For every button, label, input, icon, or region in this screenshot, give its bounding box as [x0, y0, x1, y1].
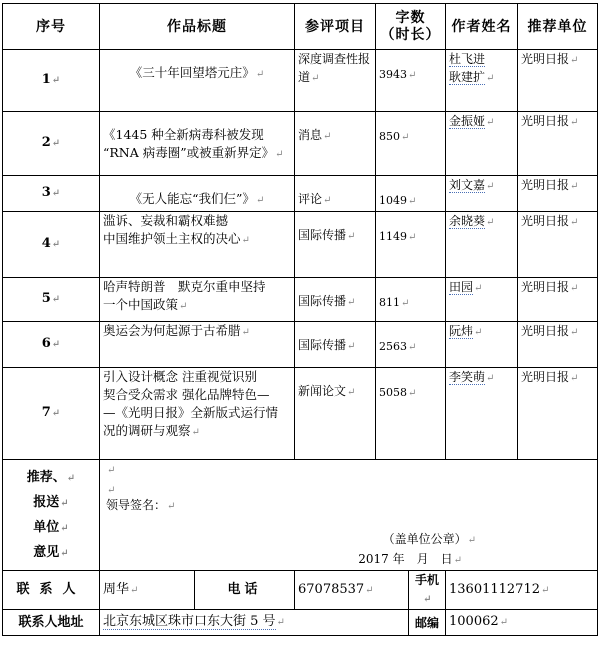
paragraph-mark: ↵: [570, 327, 579, 338]
recommend-label-line: 单位↵: [33, 520, 69, 535]
row-count: [376, 368, 446, 460]
header-category: 参评项目: [295, 4, 376, 50]
row-category: [295, 50, 376, 112]
paragraph-mark: ↵: [276, 617, 285, 628]
table-body: [3, 4, 598, 636]
row-category-text: 评论↵: [298, 192, 332, 206]
header-words-line2: （时长）: [380, 26, 441, 43]
address: [100, 610, 409, 636]
table-row: [3, 176, 598, 212]
row-title: [100, 278, 295, 322]
postcode-label: 邮编: [409, 610, 446, 636]
address-label: 联系人地址: [3, 610, 100, 636]
row-count: [376, 278, 446, 322]
mobile-label: 手机↵: [409, 571, 446, 610]
row-unit-text: 光明日报↵: [521, 324, 579, 338]
row-author-line: [449, 278, 514, 298]
row-author-name: 阮炜: [449, 324, 474, 338]
row-seq-text: 4: [41, 236, 51, 251]
paragraph-mark: ↵: [570, 217, 579, 228]
row-category-text: 深度调查性报道↵: [298, 52, 371, 84]
row-unit: [518, 368, 598, 460]
row-unit: [518, 212, 598, 278]
recommend-label-line: 推荐、↵: [26, 470, 76, 485]
recommend-blank-line: [106, 480, 594, 496]
paragraph-mark: ↵: [66, 473, 76, 484]
postcode: 100062↵: [446, 610, 598, 636]
paragraph-mark: ↵: [60, 498, 69, 509]
row-title: [100, 112, 295, 176]
row-count-text: 1149↵: [379, 230, 417, 243]
row-category-text: 国际传播↵: [298, 294, 356, 308]
paragraph-mark: ↵: [51, 294, 61, 305]
row-unit-text: 光明日报↵: [521, 114, 579, 128]
table-row: [3, 322, 598, 368]
paragraph-mark: ↵: [474, 327, 483, 338]
row-category: [295, 212, 376, 278]
paragraph-mark: ↵: [347, 387, 356, 398]
paragraph-mark: ↵: [486, 117, 495, 128]
row-title-line: 《无人能忘“我们仨”》↵: [129, 191, 265, 206]
header-seq: 序号: [3, 4, 100, 50]
row-author-name: 耿建扩: [449, 70, 486, 84]
row-author-line: [449, 176, 514, 196]
paragraph-mark: ↵: [423, 594, 432, 605]
paragraph-mark: ↵: [51, 239, 61, 250]
row-title-line: 哈声特朗普 默克尔重申坚持: [103, 279, 266, 294]
row-title-line: 《三十年回望塔元庄》↵: [129, 65, 265, 80]
row-seq: [3, 212, 100, 278]
row-author-name: 金振娅: [449, 114, 486, 128]
row-count: [376, 112, 446, 176]
paragraph-mark: ↵: [51, 408, 61, 419]
row-count-text: 850↵: [379, 130, 410, 143]
row-title-line: —《光明日报》全新版式运行情: [103, 405, 279, 420]
recommend-row: [3, 460, 598, 571]
paragraph-mark: ↵: [51, 339, 61, 350]
paragraph-mark: ↵: [486, 373, 495, 384]
paragraph-mark: ↵: [107, 485, 116, 496]
header-row: [3, 4, 598, 50]
row-category-text: 国际传播↵: [298, 338, 356, 352]
paragraph-mark: ↵: [255, 69, 265, 80]
paragraph-mark: ↵: [570, 181, 579, 192]
row-title: [100, 212, 295, 278]
row-author-line: [449, 368, 514, 388]
table-row: [3, 112, 598, 176]
row-author-line: [449, 112, 514, 132]
paragraph-mark: ↵: [570, 373, 579, 384]
row-category-text: 消息↵: [298, 128, 332, 142]
row-author: [446, 212, 518, 278]
row-author-name: 李笑萌: [449, 370, 486, 384]
row-count-text: 811↵: [379, 296, 410, 309]
recommend-blank-line: [106, 516, 594, 530]
paragraph-mark: ↵: [51, 188, 61, 199]
row-title-line: 《1445 种全新病毒科被发现: [103, 127, 264, 142]
paragraph-mark: ↵: [401, 132, 410, 143]
row-title-line: 引入设计概念 注重视觉识别: [103, 369, 257, 384]
row-count-text: 5058↵: [379, 386, 417, 399]
paragraph-mark: ↵: [570, 283, 579, 294]
row-title-line: 中国维护领土主权的决心↵: [103, 231, 250, 246]
row-count: [376, 322, 446, 368]
row-unit-text: 光明日报↵: [521, 280, 579, 294]
paragraph-mark: ↵: [323, 195, 332, 206]
recommend-content: [100, 460, 598, 571]
row-seq: [3, 278, 100, 322]
row-count: [376, 176, 446, 212]
table-row: [3, 368, 598, 460]
contact-person: 周华↵: [100, 571, 195, 610]
row-unit-text: 光明日报↵: [521, 178, 579, 192]
paragraph-mark: ↵: [499, 617, 509, 628]
row-count-text: 3943↵: [379, 68, 417, 81]
row-author: [446, 278, 518, 322]
paragraph-mark: ↵: [347, 231, 356, 242]
row-count: [376, 212, 446, 278]
row-category-text: 新闻论文↵: [298, 384, 356, 398]
paragraph-mark: ↵: [255, 195, 265, 206]
row-unit-text: 光明日报↵: [521, 52, 579, 66]
row-unit-text: 光明日报↵: [521, 214, 579, 228]
row-count-text: 2563↵: [379, 340, 417, 353]
row-author-line: [449, 322, 514, 342]
row-count-text: 1049↵: [379, 194, 417, 207]
paragraph-mark: ↵: [467, 535, 476, 546]
row-count: [376, 50, 446, 112]
row-author-name: 杜飞进: [449, 52, 486, 66]
paragraph-mark: ↵: [167, 501, 176, 512]
recommend-label: [3, 460, 100, 571]
header-author: 作者姓名: [446, 4, 518, 50]
row-category: [295, 176, 376, 212]
row-unit: [518, 278, 598, 322]
sign-date: 2017 年 月 日↵: [358, 552, 462, 566]
mobile: 13601112712↵: [446, 571, 598, 610]
row-category-text: 国际传播↵: [298, 228, 356, 242]
header-title: 作品标题: [100, 4, 295, 50]
row-category: [295, 112, 376, 176]
recommend-label-line: 意见↵: [33, 545, 69, 560]
row-author-name: 余晓葵: [449, 214, 486, 228]
row-author-name: 田园: [449, 280, 474, 294]
paragraph-mark: ↵: [179, 301, 188, 312]
paragraph-mark: ↵: [408, 70, 417, 81]
paragraph-mark: ↵: [347, 297, 356, 308]
paragraph-mark: ↵: [51, 138, 61, 149]
row-seq-text: 6: [41, 336, 51, 351]
row-seq: [3, 176, 100, 212]
row-category: [295, 322, 376, 368]
row-title: [100, 368, 295, 460]
row-seq-text: 7: [41, 405, 51, 420]
paragraph-mark: ↵: [311, 73, 320, 84]
paragraph-mark: ↵: [570, 117, 579, 128]
paragraph-mark: ↵: [486, 217, 495, 228]
row-title-line: 一个中国政策↵: [103, 297, 188, 312]
phone-label: 电话: [195, 571, 295, 610]
table-row: [3, 278, 598, 322]
contact-person-label: 联系人: [3, 571, 100, 610]
paragraph-mark: ↵: [107, 465, 116, 476]
paragraph-mark: ↵: [401, 298, 410, 309]
recommend-blank-line: [106, 460, 594, 480]
row-unit: [518, 322, 598, 368]
paragraph-mark: ↵: [241, 235, 250, 246]
row-seq-text: 5: [41, 291, 51, 306]
row-author: [446, 112, 518, 176]
row-unit: [518, 50, 598, 112]
recommend-label-line: 报送↵: [33, 495, 69, 510]
paragraph-mark: ↵: [408, 232, 417, 243]
row-title-line: 况的调研与观察↵: [103, 423, 200, 438]
paragraph-mark: ↵: [540, 584, 550, 596]
row-unit-text: 光明日报↵: [521, 370, 579, 384]
row-seq: [3, 50, 100, 112]
paragraph-mark: ↵: [453, 555, 462, 566]
table-row: [3, 212, 598, 278]
row-unit: [518, 112, 598, 176]
row-title: [100, 322, 295, 368]
contact-row: [3, 571, 598, 610]
leader-sign: 领导签名：↵: [106, 498, 176, 512]
row-author: [446, 322, 518, 368]
paragraph-mark: ↵: [323, 131, 332, 142]
row-author: [446, 368, 518, 460]
row-seq: [3, 368, 100, 460]
row-title: [100, 176, 295, 212]
row-seq: [3, 112, 100, 176]
row-seq-text: 2: [41, 135, 51, 150]
row-title-line: 契合受众需求 强化品牌特色—: [103, 387, 270, 402]
row-title: [100, 50, 295, 112]
recommendation-table: [2, 3, 598, 636]
row-title-line: “RNA 病毒圈”或被重新界定》↵: [103, 145, 284, 160]
address-row: [3, 610, 598, 636]
row-author: [446, 50, 518, 112]
paragraph-mark: ↵: [408, 388, 417, 399]
paragraph-mark: ↵: [275, 149, 284, 160]
row-category: [295, 278, 376, 322]
paragraph-mark: ↵: [51, 75, 61, 86]
row-author-line: [449, 68, 514, 88]
row-author-name: 刘文嘉: [449, 178, 486, 192]
row-author: [446, 176, 518, 212]
row-author-line: [449, 212, 514, 232]
row-title-line: 滥诉、妄裁和霸权难撼: [103, 213, 229, 228]
row-seq-text: 3: [41, 185, 51, 200]
row-seq-text: 1: [41, 72, 51, 87]
row-category: [295, 368, 376, 460]
row-author-line: [449, 50, 514, 68]
paragraph-mark: ↵: [408, 342, 417, 353]
header-unit: 推荐单位: [518, 4, 598, 50]
address-text: 北京东城区珠市口东大街 5 号: [103, 614, 276, 629]
seal-text: （盖单位公章）↵: [382, 532, 476, 546]
paragraph-mark: ↵: [486, 181, 495, 192]
paragraph-mark: ↵: [130, 584, 139, 596]
phone: 67078537↵: [295, 571, 409, 610]
paragraph-mark: ↵: [474, 283, 483, 294]
row-unit: [518, 176, 598, 212]
paragraph-mark: ↵: [241, 327, 250, 338]
paragraph-mark: ↵: [408, 196, 417, 207]
header-words: [376, 4, 446, 50]
header-words-line1: 字数: [395, 9, 426, 26]
row-title-line: 奥运会为何起源于古希腊↵: [103, 323, 250, 338]
paragraph-mark: ↵: [486, 73, 495, 84]
paragraph-mark: ↵: [60, 523, 69, 534]
paragraph-mark: ↵: [570, 55, 579, 66]
paragraph-mark: ↵: [191, 427, 200, 438]
table-row: [3, 50, 598, 112]
paragraph-mark: ↵: [347, 341, 356, 352]
row-seq: [3, 322, 100, 368]
paragraph-mark: ↵: [365, 584, 374, 596]
paragraph-mark: ↵: [60, 548, 69, 559]
